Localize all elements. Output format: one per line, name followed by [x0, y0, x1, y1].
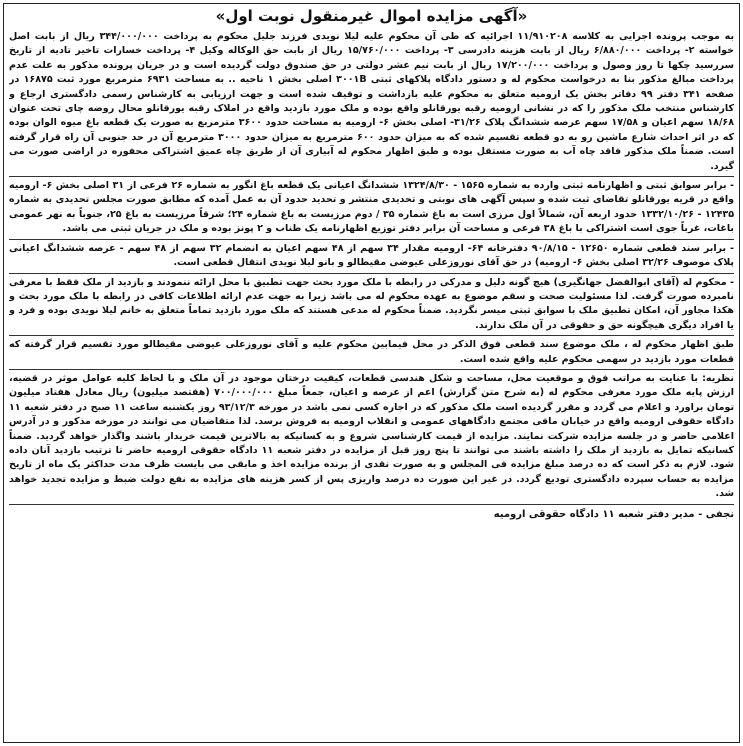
signature-line: نجفی - مدیر دفتر شعبه ۱۱ دادگاه حقوقی ارومیه [493, 508, 734, 520]
divider [9, 273, 734, 274]
notice-body [9, 30, 734, 738]
divider [9, 176, 734, 177]
divider [9, 239, 734, 240]
divider [9, 335, 734, 336]
paragraph-judgment-creditor: - محکوم له (آقای ابوالفضل جهانگیری) هیچ گونه دلیل و مدرکی در رابطه با ملک مورد بحث جهت تطبیق با محل ارائه ننمودند و بازدید از ملک فقط با معرفی نامبرده صورت گرفت. لذا مسئولیت صحت و سقم موضوع به عهده محکوم له می باشد زیرا به جهت عدم ارائه اطلاعات کافی در رابطه با ملک مورد بحث و هکذا مجاور آن، امکان تطبیق ملک با سوابق ثبتی میسر نگردید. ضمناً محکوم له مدعی هستند که ملک مورد بازدید تماماً متعلق به خانم لیلا نویدی بوده و فرد و یا افراد دیگری هیچگونه حق و حقوقی در آن ملک ندارند. [9, 276, 734, 331]
paragraph-seizure: به موجب پرونده اجرایی به کلاسه ۱۱/۹۱۰۲۰۸ اجرائیه که طی آن محکوم علیه لیلا نویدی فرزند جلیل محکوم به پرداخت ۳۴۴/۰۰۰/۰۰۰ ریال از بابت اصل خواسته ۲- پرداخت ۶/۸۸۰/۰۰۰ ریال از بابت هزینه دادرسی ۳- پرداخت ۱۵/۷۶۰/۰۰۰ ریال از بابت حق الوکاله وکیل ۴- پرداخت خسارات تاخیر تادیه از تاریخ سررسید چکها تا روز وصول و پرداخت ۱۷/۲۰۰/۰۰۰ ریال از بابت نیم عشر دولتی در حق صندوق دولت گردیده است و در جریان پرونده مذکور به علت عدم پرداخت مبالغ مذکور بنا به درخواست محکوم له و دستور دادگاه پلاکهای ثبتی ۳۰۰۱B اصلی بخش ۱ ناحیه .. به مساحت ۶۹۳۱ مترمربع مورد ثبت ۱۶۸۷۵ در صفحه ۳۴۱ دفتر ۹۹ دفاتر بخش یک ارومیه متعلق به محکوم علیه بازداشت و توقیف شده است و جهت ارزیابی به کارشناس رسمی دادگستری ارجاع و کارشناس منتخب ملک مذکور را که در نشانی ارومیه رقبه یورقانلو واقع بوده و ملک مورد بازدید واقع در املاک رقبه یورقانلو محال روضه چای تحت عنوان ۱۸/۶۸ سهم اعیان و ۱۷/۵۸ سهم عرصه ششدانگ پلاک ۳۱/۲۶- اصلی بخش ۶- ارومیه به مساحت حدود ۳۶۰۰ مترمربع به صورت یک قطعه باغ میوه الوان بوده که در اثر احداث شارع ماشین رو به دو قطعه تقسیم شده که به میزان حدود ۶۰۰ مترمربع به میزان حدود ۳۰۰۰ مترمربع آن در حد جنوبی آن راه قرار گرفته است. ضمناً ملک مذکور فاقد چاه آب به صورت مستقل بوده و طبق اظهار محکوم له آبیاری آن از طریق چاه عمیق اشتراکی محفوره در اراضی صورت می گیرد. [9, 31, 734, 172]
divider [9, 504, 734, 505]
notice-title: «آگهی مزایده اموال غیرمنقول نوبت اول» [215, 7, 528, 25]
paragraph-division: طبق اظهار محکوم له ، ملک موضوع سند قطعی فوق الذکر در محل فیمابین محکوم علیه و آقای نوروزعلی عیوضی مقیطالو مورد تقسیم قرار گرفته که قطعات مورد بازدید در سهمی محکوم علیه واقع شده است. [9, 339, 734, 365]
paragraph-opinion-auction: نظریه: با عنایت به مراتب فوق و موقعیت محل، مساحت و شکل هندسی قطعات، کیفیت درختان موجود در آن ملک و با لحاظ کلیه عوامل موثر در قضیه، ارزش پایه ملک مورد معرفی محکوم له (به شرح متن گزارش) اعم از عرصه و اعیان، جمعاً مبلغ ۷۰۰/۰۰۰/۰۰۰ (هفتصد میلیون) ریال معادل هفتاد میلیون تومان براورد و اعلام می گردد و مقرر گردیده است ملک مذکور که در اجاره کسی نمی باشد در مورخه ۹۳/۱۲/۳ روز یکشنبه ساعت ۱۱ صبح در دفتر شعبه ۱۱ دادگاه حقوقی ارومیه واقع در خیابان مافی مجتمع دادگاههای عمومی و انقلاب ارومیه به فروش برسد. لذا متقاضیان می توانند در مورخه مذکور و در آدرس اعلامی حاضر و در جلسه مزایده شرکت نمایند. مزایده از قیمت کارشناسی شروع و به کسانیکه به بالاترین قیمت خریدار باشند واگذار خواهد گردید. ضمناً کسانیکه تمایل به بازدید از ملک را داشته باشند می توانند تا پنج روز قبل از مزایده در دفتر شعبه ۱۱ دادگاه حقوقی ارومیه حاضر تا ترتیب بازدید آنان داده شود. لازم به ذکر است که ده درصد مبلغ مزایده فی المجلس و به صورت نقدی از برنده مزایده اخذ و مابقی می بایست ظرف مدت حداکثر یک ماه از تاریخ مزایده به حساب سپرده دادگستری تودیع گردد. در غیر این صورت ده درصد واریزی پس از کسر هزینه های مزایده به نفع دولت ضبط و مزایده تجدید خواهد شد. [9, 372, 734, 500]
paragraph-registry-records: - برابر سوابق ثبتی و اظهارنامه ثبتی وارده به شماره ۱۵۶۵ - ۱۳۲۴/۸/۳۰ ششدانگ اعیانی یک قطعه باغ انگور به شماره ۲۶ فرعی از ۳۱ اصلی بخش ۶- ارومیه واقع در قریه یورقانلو تقاضای ثبت شده و سپس آگهی های نوبتی و تحدیدی منتشر و تحدید حدود آن به عمل آمده که مطابق صورت مجلس تحدیدی به شماره ۱۲۴۳۵ - ۱۳۳۲/۱۰/۲۶ حدود اربعه آن، شمالاً اول مرزی است به باغ شماره ۳۵ / دوم مرزیست به باغ شماره ۲۴؛ شرقاً مرزیست به باغ ۲۵، جنوباً به نهر عمومی باغات، غرباً جوی است اشتراکی با باغ ۳۸ فرعی و مساحت آن برابر دفتر توزیع اظهارنامه یک طناب و ۲ پونز بوده و ملک در جریان ثبتی می باشد. [9, 180, 734, 235]
paragraph-deed: - برابر سند قطعی شماره ۱۲۶۵۰ - ۹۰/۸/۱۵ دفترخانه ۶۴- ارومیه مقدار ۳۴ سهم از ۴۸ سهم اعیان به انضمام ۳۲ سهم از ۴۸ سهم - عرصه ششدانگ اعیانی پلاک موصوف ۳۲/۲۶ اصلی بخش ۶- ارومیه) در حق آقای نوروزعلی عیوضی مقیطالو و بانو لیلا نویدی انتقال قطعی است. [9, 242, 734, 269]
divider [9, 369, 734, 370]
